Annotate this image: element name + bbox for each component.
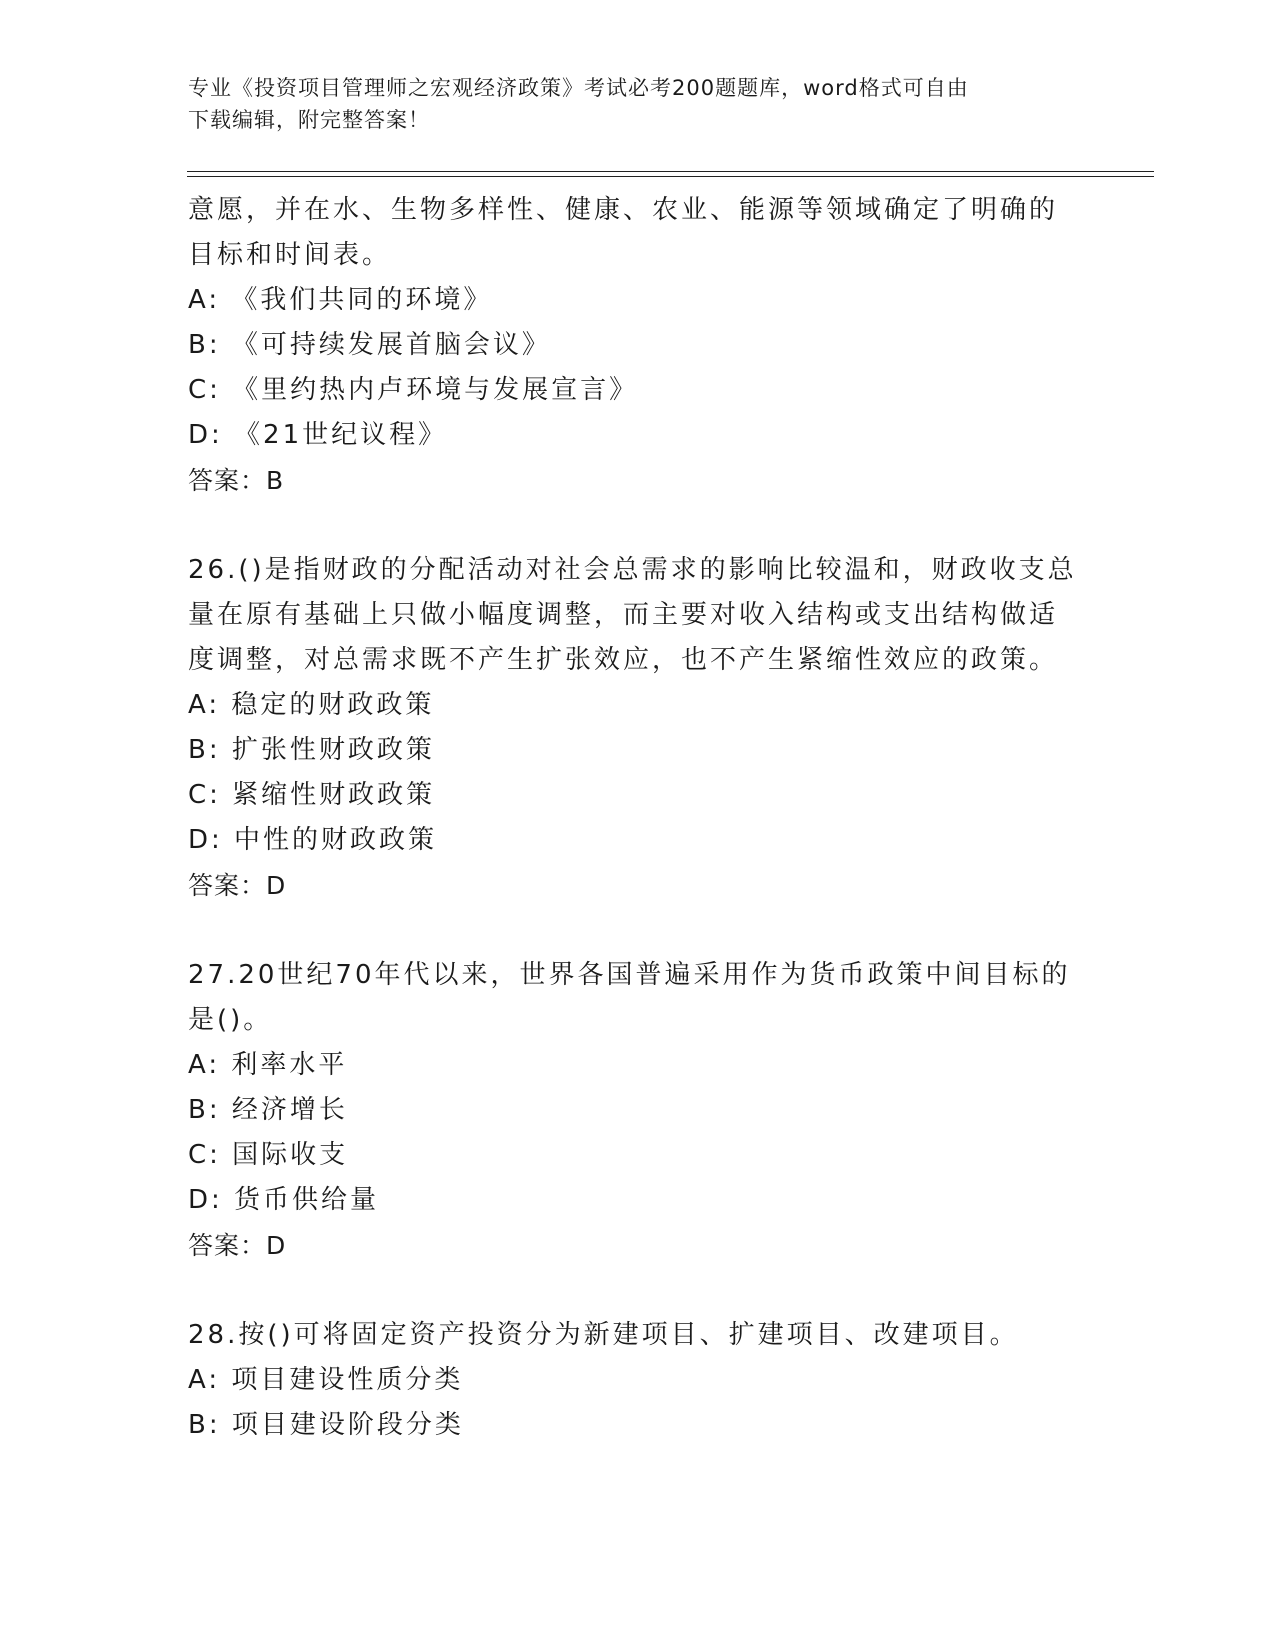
option-c: C: 《里约热内卢环境与发展宣言》 <box>188 375 639 405</box>
question-stem-line: 26.()是指财政的分配活动对社会总需求的影响比较温和，财政收支总 <box>188 555 1077 585</box>
option-a: A: 稳定的财政政策 <box>188 690 435 720</box>
option-a: A: 利率水平 <box>188 1050 348 1080</box>
header-rule-bottom <box>187 176 1154 177</box>
header-rule-top <box>187 171 1154 172</box>
option-b: B: 《可持续发展首脑会议》 <box>188 330 551 360</box>
option-d: D: 货币供给量 <box>188 1185 380 1215</box>
answer: 答案：D <box>188 871 287 900</box>
option-a: A: 项目建设性质分类 <box>188 1365 464 1395</box>
question-stem-line: 目标和时间表。 <box>188 240 392 270</box>
answer: 答案：B <box>188 466 285 495</box>
question-spacer <box>188 1268 1088 1313</box>
question-spacer <box>188 503 1088 548</box>
question-stem-line: 28.按()可将固定资产投资分为新建项目、扩建项目、改建项目。 <box>188 1320 1019 1350</box>
question-item <box>188 188 1088 503</box>
option-b: B: 扩张性财政政策 <box>188 735 435 765</box>
header-line: 下载编辑，附完整答案！ <box>188 108 430 132</box>
answer: 答案：D <box>188 1231 287 1260</box>
option-c: C: 国际收支 <box>188 1140 349 1170</box>
option-b: B: 经济增长 <box>188 1095 348 1125</box>
question-list <box>188 188 1088 1448</box>
question-spacer <box>188 908 1088 953</box>
question-item <box>188 1313 1088 1448</box>
option-b: B: 项目建设阶段分类 <box>188 1410 464 1440</box>
option-a: A: 《我们共同的环境》 <box>188 285 493 315</box>
question-stem-line: 量在原有基础上只做小幅度调整，而主要对收入结构或支出结构做适 <box>188 600 1059 630</box>
question-stem-line: 意愿，并在水、生物多样性、健康、农业、能源等领域确定了明确的 <box>188 195 1059 225</box>
option-d: D: 中性的财政政策 <box>188 825 438 855</box>
option-c: C: 紧缩性财政政策 <box>188 780 436 810</box>
document-header <box>188 72 1088 136</box>
question-stem-line: 是()。 <box>188 1005 273 1035</box>
question-stem-line: 度调整，对总需求既不产生扩张效应，也不产生紧缩性效应的政策。 <box>188 645 1059 675</box>
question-item <box>188 548 1088 908</box>
header-line: 专业《投资项目管理师之宏观经济政策》考试必考200题题库，word格式可自由 <box>188 76 969 100</box>
question-stem-line: 27.20世纪70年代以来，世界各国普遍采用作为货币政策中间目标的 <box>188 960 1071 990</box>
option-d: D: 《21世纪议程》 <box>188 420 448 450</box>
question-item <box>188 953 1088 1268</box>
